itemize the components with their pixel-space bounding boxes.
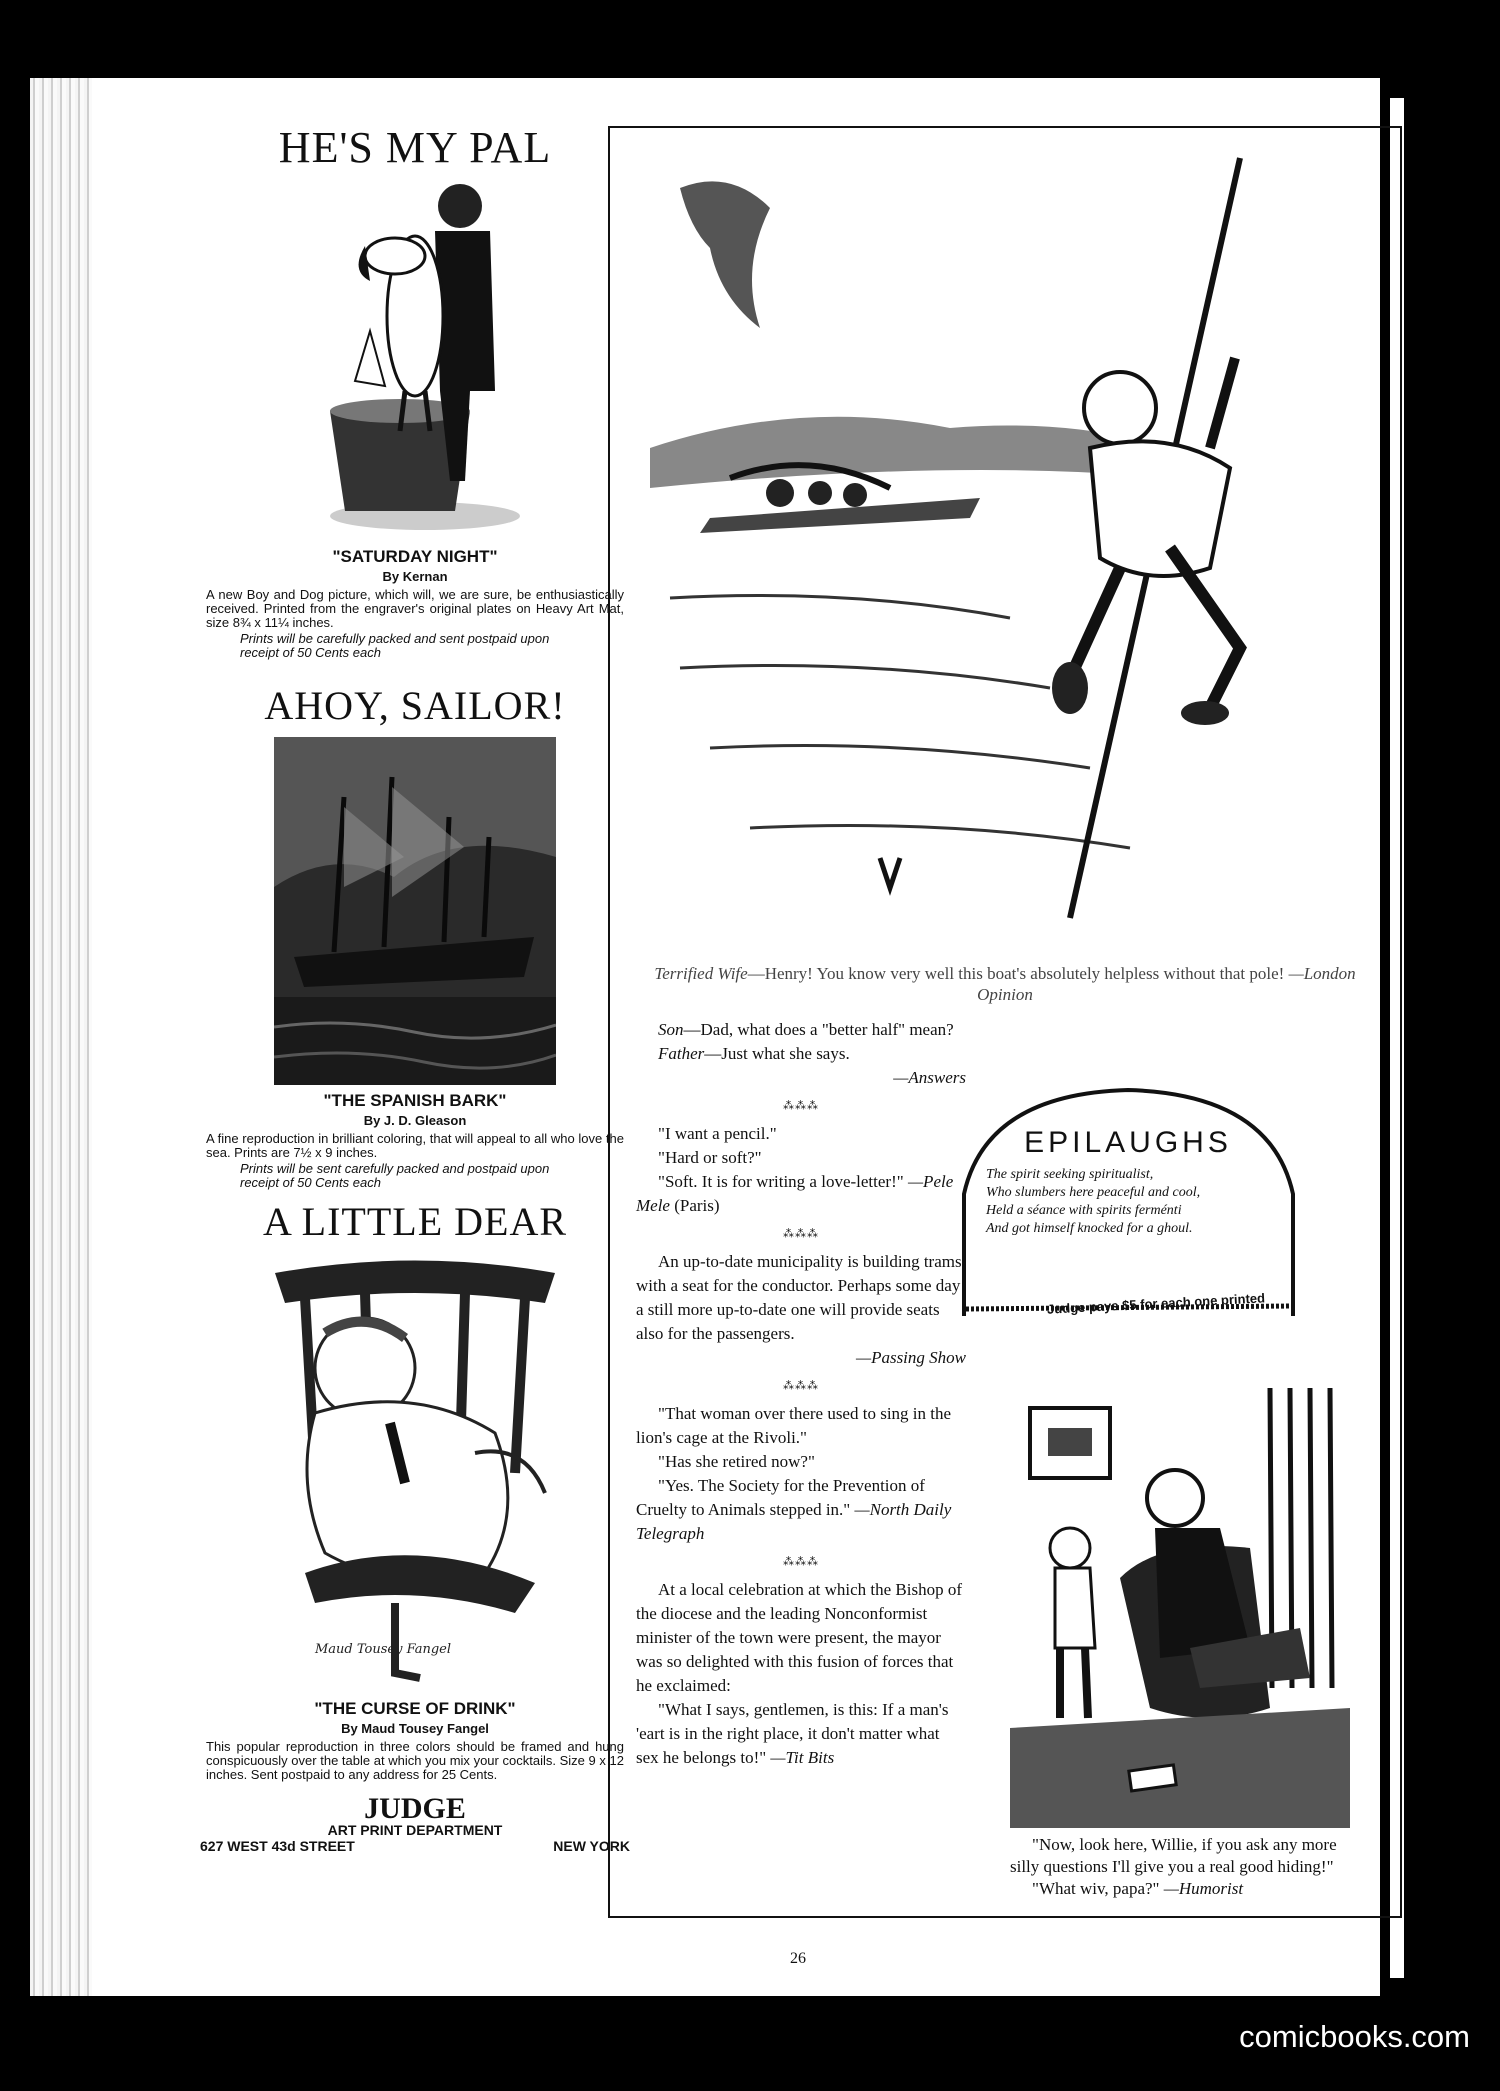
- ad1-headline: HE'S MY PAL: [278, 123, 552, 172]
- ad2-note: Prints will be sent carefully packed and postpaid upon receipt of 50 Cents each: [240, 1161, 550, 1190]
- joke1-source: —Answers: [893, 1068, 966, 1087]
- publisher-street: 627 WEST 43d STREET: [200, 1838, 355, 1854]
- joke2-line2: "Hard or soft?": [658, 1148, 762, 1167]
- art-print-ads: [200, 118, 630, 1854]
- separator-stars: ⁂⁂⁂: [783, 1100, 819, 1112]
- willie-papa-cartoon: [1010, 1388, 1350, 1828]
- boat-pole-cartoon: [650, 148, 1360, 938]
- ad3-title: "THE CURSE OF DRINK": [314, 1699, 516, 1718]
- ad1-byline: By Kernan: [382, 569, 448, 584]
- epilaughs-verse: The spirit seeking spiritualist, Who slumbers here peaceful and cool, Held a séance with spirits ferménti And got himself knocked for a ghoul.: [986, 1167, 1201, 1236]
- ad1-note: Prints will be carefully packed and sent postpaid upon receipt of 50 Cents each: [240, 631, 550, 660]
- joke4-line1: "That woman over there used to sing in the lion's cage at the Rivoli.": [636, 1404, 952, 1447]
- publisher-department: ART PRINT DEPARTMENT: [327, 1822, 503, 1838]
- separator-stars: ⁂⁂⁂: [783, 1228, 819, 1240]
- joke1-son: Son—Dad, what does a "better half" mean?: [658, 1020, 954, 1039]
- joke2-source: —Pele Mele: [636, 1172, 954, 1215]
- epilaughs-box: [956, 1084, 1301, 1319]
- curse-of-drink-illustration: [245, 1253, 585, 1693]
- publisher-address: [200, 1838, 630, 1854]
- cartoon2-line1: "Now, look here, Willie, if you ask any more silly questions I'll give you a real good hiding!": [1010, 1835, 1337, 1876]
- spanish-bark-illustration: [274, 737, 556, 1085]
- joke2-line1: "I want a pencil.": [658, 1124, 777, 1143]
- joke3-text: An up-to-date municipality is building trams with a seat for the conductor. Perhaps some day a still more up-to-date one will provide seats also for the passengers.: [636, 1252, 962, 1343]
- ad3-headline: A LITTLE DEAR: [262, 1199, 568, 1244]
- boy-and-dog-illustration: [295, 181, 535, 541]
- cartoon1-source: —London Opinion: [977, 964, 1356, 1004]
- publisher-name: JUDGE: [364, 1792, 466, 1825]
- joke4-source: —North Daily Telegraph: [636, 1500, 952, 1543]
- book-binding: [30, 78, 92, 1996]
- joke4-line2: "Has she retired now?": [658, 1452, 815, 1471]
- joke1-father: Father—Just what she says.: [658, 1044, 850, 1063]
- joke3-source: —Passing Show: [855, 1348, 966, 1367]
- cartoon1-caption: [650, 963, 1360, 1005]
- separator-stars: ⁂⁂⁂: [783, 1556, 819, 1568]
- publisher-city: NEW YORK: [553, 1838, 630, 1854]
- ad1-description: A new Boy and Dog picture, which will, we are sure, be enthusiastically received. Printed from the engraver's original plates on Heavy Art Mat, size 8¾ x 11¼ inches.: [206, 587, 624, 630]
- ad2-headline: AHOY, SAILOR!: [264, 683, 566, 728]
- ad2-description: A fine reproduction in brilliant coloring, that will appeal to all who love the sea. Prints are 7½ x 9 inches.: [206, 1131, 624, 1160]
- magazine-page: [30, 78, 1450, 1996]
- joke2-line3: "Soft. It is for writing a love-letter!" —Pele Mele (Paris): [636, 1172, 954, 1215]
- epilaughs-title: EPILAUGHS: [1024, 1126, 1232, 1159]
- cartoons-and-jokes-panel: [608, 126, 1402, 1918]
- ad1-title: "SATURDAY NIGHT": [332, 547, 498, 566]
- joke5-text: At a local celebration at which the Bishop of the diocese and the leading Nonconformist minister of the town were present, the mayor was so delighted with this fusion of forces that he exclaimed:: [636, 1580, 963, 1695]
- ad2-byline: By J. D. Gleason: [363, 1113, 467, 1128]
- joke5-source: —Tit Bits: [770, 1748, 835, 1767]
- ad3-description: This popular reproduction in three colors should be framed and hung conspicuously over the table at which you mix your cocktails. Size 9 x 12 inches. Sent postpaid to any address for 25 Cents.: [206, 1739, 624, 1782]
- cartoon1-speaker: Terrified Wife: [654, 964, 748, 983]
- separator-stars: ⁂⁂⁂: [783, 1380, 819, 1392]
- joke5-quote: "What I says, gentlemen, is this: If a man's 'eart is in the right place, it don't matter what sex he belongs to!" —Tit Bits: [636, 1700, 949, 1767]
- joke2-source-place: (Paris): [674, 1196, 720, 1215]
- jokes-column: [636, 1018, 966, 1770]
- cartoon2-source: —Humorist: [1163, 1879, 1244, 1898]
- cartoon2-line2: "What wiv, papa?" —Humorist: [1032, 1879, 1244, 1898]
- artist-signature: Maud Tousey Fangel: [315, 1642, 452, 1657]
- cartoon1-text: —Henry! You know very well this boat's absolutely helpless without that pole!: [747, 964, 1285, 983]
- cartoon2-caption: [1010, 1834, 1350, 1900]
- epilaughs-footer: Judge pays $5 for each one printed: [1046, 1290, 1266, 1317]
- joke4-line3: "Yes. The Society for the Prevention of Cruelty to Animals stepped in." —North Daily Telegraph: [636, 1476, 952, 1543]
- site-watermark: comicbooks.com: [1239, 2019, 1470, 2054]
- ad3-byline: By Maud Tousey Fangel: [341, 1721, 489, 1736]
- page-number: 26: [790, 1950, 806, 1967]
- ad2-title: "THE SPANISH BARK": [323, 1091, 507, 1110]
